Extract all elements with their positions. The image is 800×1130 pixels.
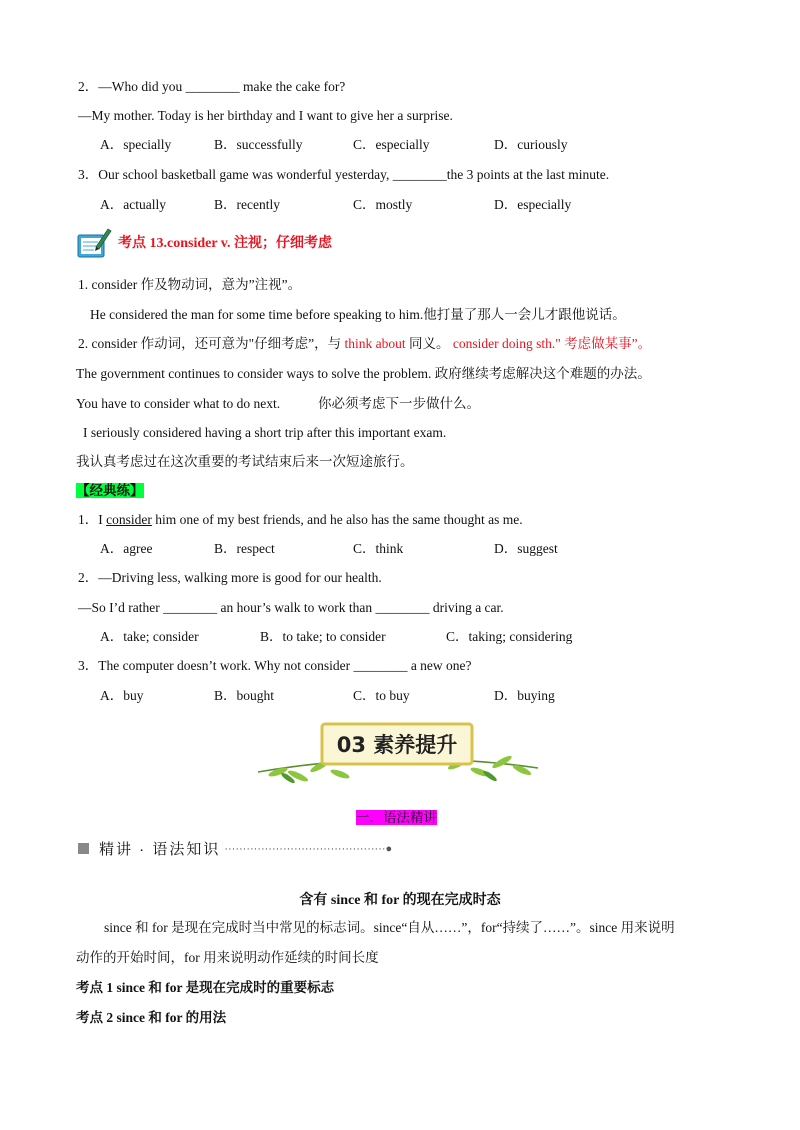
q2-option-d: D．curiously [494,137,568,152]
q3-option-a: A．actually [100,197,166,212]
kaodian-header [76,222,332,262]
grammar-section-title: 精讲 · 语法知识 [99,841,221,858]
p3-option-d: D．buying [494,688,555,703]
note-2-text: 2. consider 作动词，还可意为"仔细考虑”，与 [78,336,345,351]
p3-option-b: B．bought [214,688,275,703]
p1-option-a: A．agree [100,541,153,556]
section-banner [258,718,540,790]
banner-text: 03 素养提升 [336,733,458,757]
note-2-mid: 同义。 [405,336,453,351]
question-3-stem: 3．Our school basketball game was wonderful yesterday, ________the 3 points at the last minute. [78,167,610,182]
practice-2-reply: —So I’d rather ________ an hour’s walk to work than ________ driving a car. [78,600,504,615]
p2-option-a: A．take; consider [100,629,199,644]
dotted-leader: ············································● [224,842,393,855]
example-2-zh: 你必须考虑下一步做什么。 [318,396,480,411]
grammar-point-2: 考点 2 since 和 for 的用法 [76,1010,227,1025]
grammar-tag [356,809,437,827]
practice-1-start: 1．I [78,512,107,527]
grammar-tag-text: 一．语法精讲 [356,810,437,825]
grammar-para-1: since 和 for 是现在完成时当中常见的标志词。since“自从……”，for“持续了……”。since 用来说明 [104,920,675,935]
practice-2-stem: 2．—Driving less, walking more is good for our health. [78,570,382,585]
q2-option-a: A．specially [100,137,172,152]
example-1: The government continues to consider ways to solve the problem. 政府继续考虑解决这个难题的办法。 [76,366,651,381]
practice-title-text: 【经典练】 [76,483,144,498]
p1-option-c: C．think [353,541,404,556]
example-3: I seriously considered having a short trip after this important exam. [83,425,447,440]
p3-option-c: C．to buy [353,688,410,703]
note-1: 1. consider 作及物动词，意为”注视”。 [78,277,302,292]
q3-option-c: C．mostly [353,197,413,212]
question-2-reply: —My mother. Today is her birthday and I want to give her a surprise. [78,108,453,123]
note-2-think-about: think about [344,336,406,351]
grammar-section-header [78,838,392,859]
p3-option-a: A．buy [100,688,144,703]
grammar-title: 含有 since 和 for 的现在完成时态 [299,893,501,908]
p1-option-b: B．respect [214,541,275,556]
practice-3-stem: 3．The computer doesn’t work. Why not consider ________ a new one? [78,658,472,673]
note-2 [78,335,651,353]
grammar-para-2: 动作的开始时间，for 用来说明动作延续的时间长度 [76,950,379,965]
q3-option-b: B．recently [214,197,280,212]
square-bullet-icon [78,843,89,854]
q2-option-b: B．successfully [214,137,303,152]
practice-1-stem [78,511,523,529]
kaodian-label: 考点 13.consider v. 注视；仔细考虑 [118,236,333,251]
example-3-zh: 我认真考虑过在这次重要的考试结束后来一次短途旅行。 [76,454,414,469]
grammar-point-1: 考点 1 since 和 for 是现在完成时的重要标志 [76,980,335,995]
question-2-stem: 2．—Who did you ________ make the cake for? [78,79,346,94]
q2-option-c: C．especially [353,137,430,152]
note-1-example: He considered the man for some time before speaking to him.他打量了那人一会儿才跟他说话。 [90,307,626,322]
practice-title [76,482,144,500]
practice-1-underlined: consider [106,512,152,527]
q3-option-d: D．especially [494,197,572,212]
p2-option-b: B．to take; to consider [260,629,386,644]
note-2-consider-doing: consider doing sth." 考虑做某事”。 [452,336,652,351]
practice-1-end: him one of my best friends, and he also has the same thought as me. [151,512,523,527]
notebook-pencil-icon [76,225,110,259]
example-2-en: You have to consider what to do next. [76,396,281,411]
p2-option-c: C．taking; considering [446,629,573,644]
p1-option-d: D．suggest [494,541,558,556]
